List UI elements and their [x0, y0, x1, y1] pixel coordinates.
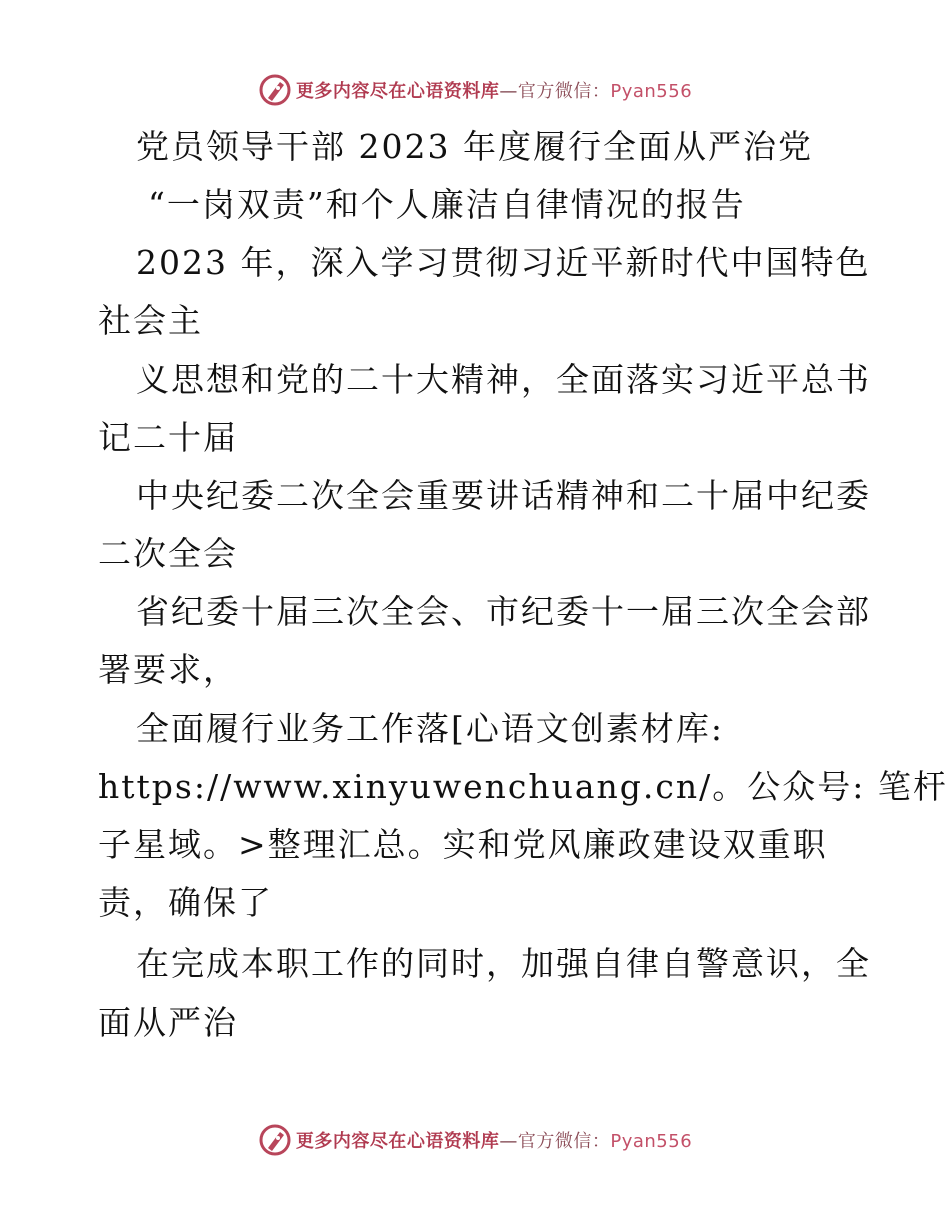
footer-banner-text — [296, 1127, 692, 1153]
paragraph-line: 责，确保了 — [98, 883, 273, 922]
footer-wechat-label: 官方微信： — [517, 1131, 611, 1152]
footer-banner — [0, 1120, 950, 1160]
header-separator: — — [499, 81, 518, 102]
footer-separator: — — [499, 1131, 518, 1152]
pen-nib-logo-icon — [258, 1123, 292, 1157]
paragraph-line: 全面履行业务工作落[心语文创素材库: — [136, 709, 724, 748]
header-wechat-label: 官方微信： — [517, 81, 611, 102]
footer-wechat-handle: Pyan556 — [610, 1131, 693, 1152]
footer-brand: 更多内容尽在心语资料库 — [295, 1131, 500, 1152]
paragraph-line: https://www.xinyuwenchuang.cn/。公众号: 笔杆 — [98, 767, 948, 806]
paragraph-line: 子星域。>整理汇总。实和党风廉政建设双重职 — [98, 825, 828, 864]
document-title-line-2: “一岗双责”和个人廉洁自律情况的报告 — [148, 185, 746, 224]
paragraph-line: 中央纪委二次全会重要讲话精神和二十届中纪委 — [136, 476, 871, 515]
paragraph-line: 在完成本职工作的同时，加强自律自警意识，全 — [136, 944, 871, 983]
header-wechat-handle: Pyan556 — [610, 81, 693, 102]
paragraph-line: 义思想和党的二十大精神，全面落实习近平总书 — [136, 360, 871, 399]
paragraph-line: 记二十届 — [98, 418, 238, 457]
document-title-line-1: 党员领导干部 2023 年度履行全面从严治党 — [136, 127, 813, 166]
paragraph-line: 署要求， — [98, 650, 238, 689]
paragraph-line: 省纪委十届三次全会、市纪委十一届三次全会部 — [136, 592, 871, 631]
paragraph-line: 面从严治 — [98, 1003, 238, 1042]
paragraph-line: 二次全会 — [98, 534, 238, 573]
paragraph-line: 社会主 — [98, 301, 203, 340]
paragraph-line: 2023 年，深入学习贯彻习近平新时代中国特色 — [136, 243, 871, 282]
header-brand: 更多内容尽在心语资料库 — [295, 81, 500, 102]
